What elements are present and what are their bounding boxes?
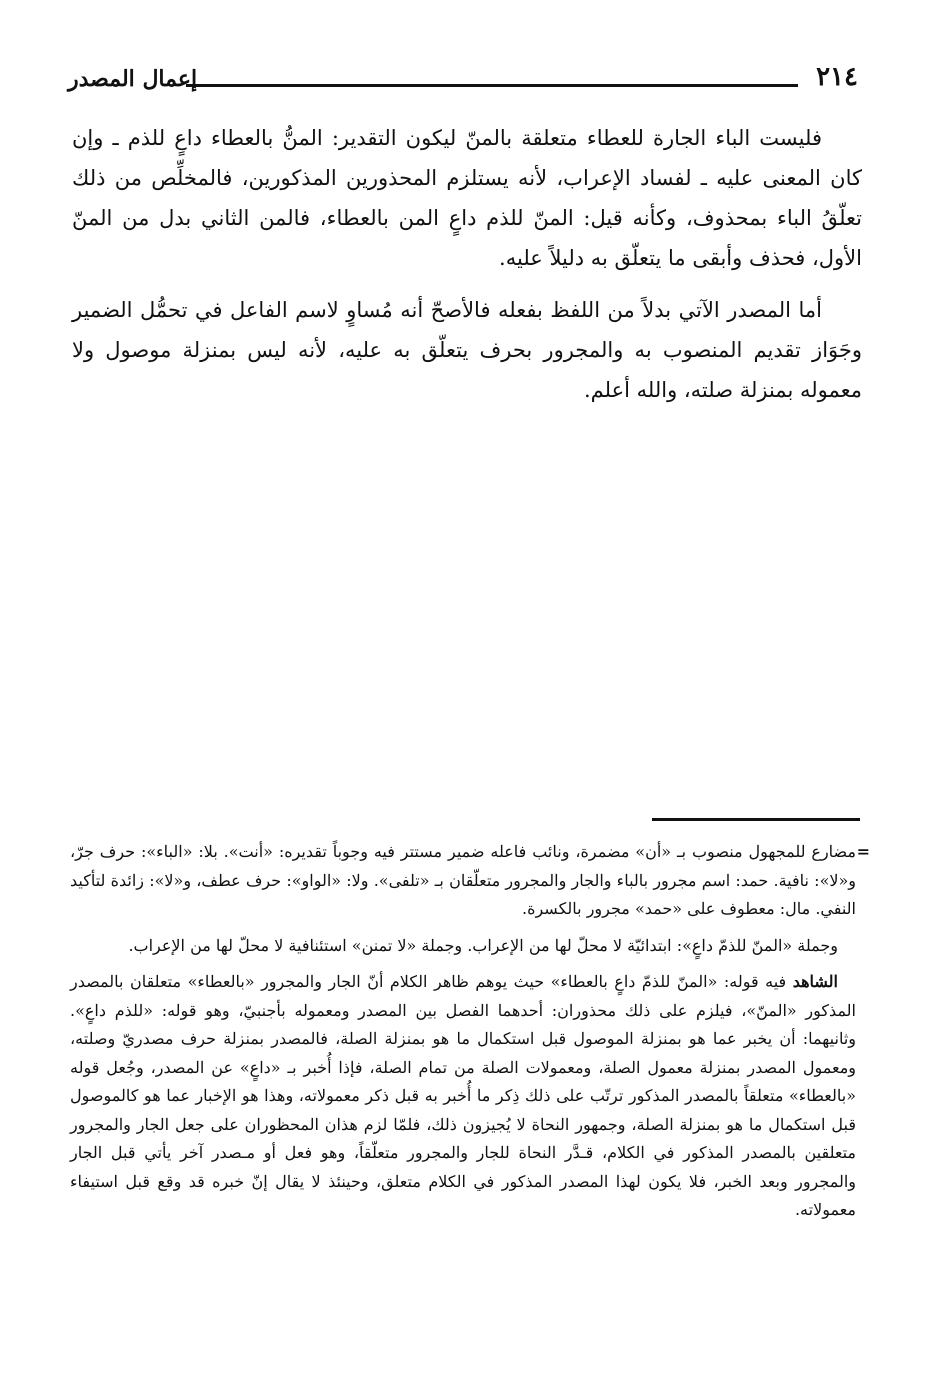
- footnote-sentences: وجملة «المنّ للذمّ داعٍ»: ابتدائيّة لا محلّ لها من الإعراب. وجملة «لا تمنن» استئنافية لا محلّ لها من الإعراب.: [128, 935, 838, 955]
- continuation-marker: =: [856, 842, 870, 861]
- footnotes: [70, 838, 870, 1233]
- shahid-text: فيه قوله: «المنّ للذمّ داعٍ بالعطاء» حيث يوهم ظاهر الكلام أنّ الجار والمجرور «بالعطاء» متعلقان بالمصدر المذكور «المنّ»، فيلزم على ذلك محذوران: أحدهما الفصل بين المصدر ومعموله بأجنبيّ، وهو قوله: «للذم داعٍ». وثانيهما: أن يخبر عما هو بمنزلة الموصول قبل استكمال ما هو بمنزلة الصلة، فالمصدر بمنزلة حرف مصدريّ وصلته، ومعمول المصدر بمنزلة معمول الصلة، ومعمولات الصلة من تمام الصلة، فإذا أُخبر بـ «داعٍ» عن المصدر، وجُعل قوله «بالعطاء» متعلقاً بالمصدر المذكور ترتّب على ذلك ذِكر ما أُخبر به قبل ذكر معمولاته، وهذا هو الإخبار عما هو كالموصول قبل استكمال ما هو بمنزلة الصلة، وجمهور النحاة لا يُجيزون ذلك، فلمّا لزم هذان المحظوران على جعل الجار والمجرور متعلقين بالمصدر المذكور في الكلام، قـدَّر النحاة للجار والمجرور متعلّقاً، وهو فعل أو مـصدر آخر يأتي قبل الجار والمجرور وبعد الخبر، فلا يكون لهذا المصدر المذكور في الكلام متعلق، وحينئذ لا يقال إنّ خبره قد وقع قبل استيفاء معمولاته.: [70, 972, 857, 1219]
- main-paragraph-1: فليست الباء الجارة للعطاء متعلقة بالمنّ ليكون التقدير: المنُّ بالعطاء داعٍ للذم ـ وإن كان المعنى عليه ـ لفساد الإعراب، لأنه يستلزم المحذورين المذكورين، فالمخلِّص من ذلك تعلّقُ الباء بمحذوف، وكأنه قيل: المنّ للذم داعٍ المن بالعطاء، فالمن الثاني بدل من المنّ الأول، فحذف وأبقى ما يتعلّق به دليلاً عليه.: [72, 126, 862, 270]
- main-paragraph-2: أما المصدر الآتي بدلاً من اللفظ بفعله فالأصحّ أنه مُساوٍ لاسم الفاعل في تحمُّل الضمير وجَوَاز تقديم المنصوب به والمجرور بحرف يتعلّق به عليه، لأنه ليس بمنزلة موصول ولا معموله بمنزلة صلته، والله أعلم.: [72, 298, 862, 402]
- footnote-continuation: [70, 838, 870, 924]
- page-number: ٢١٤: [816, 62, 858, 92]
- running-title: إعمال المصدر: [68, 66, 198, 92]
- page-header: [68, 60, 858, 100]
- main-text: [72, 118, 862, 422]
- shahid-label: الشاهد: [792, 972, 838, 991]
- continuation-text: مضارع للمجهول منصوب بـ «أن» مضمرة، ونائب فاعله ضمير مستتر فيه وجوباً تقديره: «أنت». بلا: «الباء»: حرف جرّ، و«لا»: نافية. حمد: اسم مجرور بالباء والجار والمجرور متعلّقان بـ «تلفى». ولا: «الواو»: حرف عطف، و«لا»: زائدة لتأكيد النفي. مال: معطوف على «حمد» مجرور بالكسرة.: [70, 842, 856, 918]
- footnote-separator: [652, 818, 860, 821]
- header-rule: [186, 84, 798, 87]
- footnote-shahid: [70, 968, 870, 1225]
